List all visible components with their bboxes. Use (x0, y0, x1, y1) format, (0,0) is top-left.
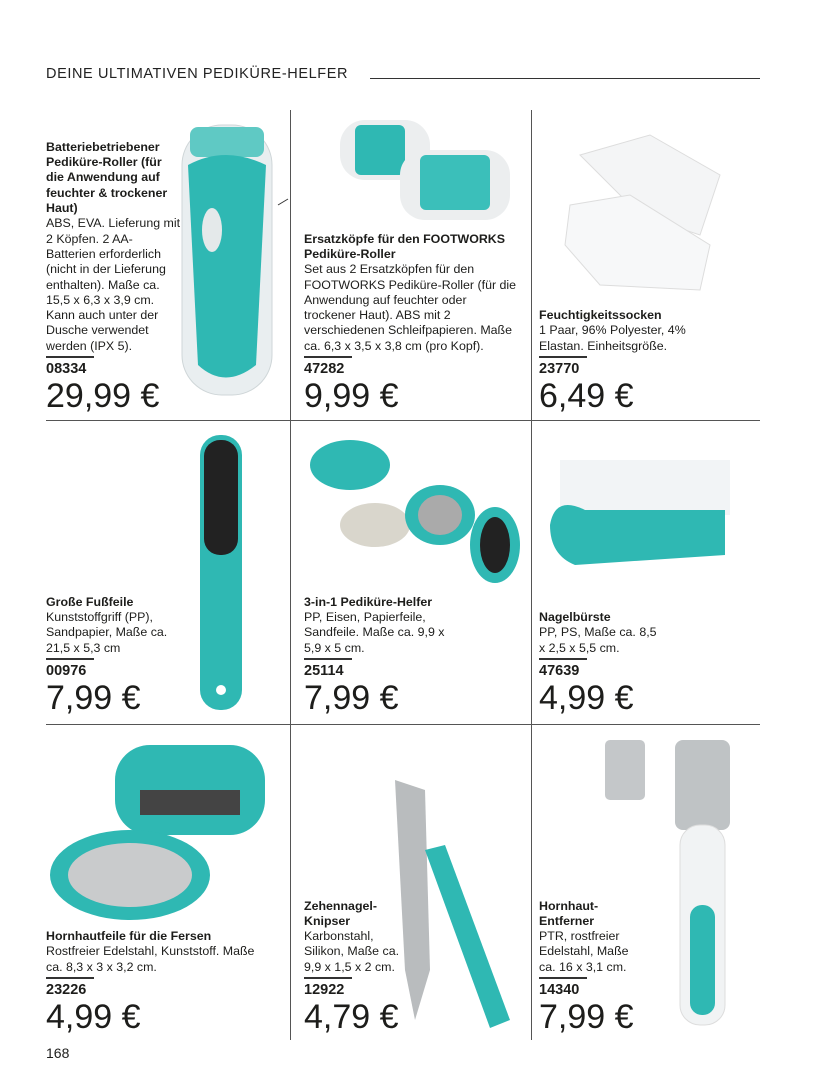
product-description: Set aus 2 Ersatzköpfen für den FOOTWORKS Pediküre-Roller (für die Anwendung auf feuchter oder trockener Haut). ABS mit 2 verschiedenen Schleifpapieren. Maße ca. 6,3 x 3,5 x 3,8 cm (pro Kopf). (304, 262, 517, 353)
product-description: ABS, EVA. Lieferung mit 2 Köpfen. 2 AA-Batterien erforderlich (nicht in der Lieferung enthalten). Maße ca. 15,5 x 6,3 x 3,9 cm. Kann auch unter der Dusche verwendet werden (IPX 5). (46, 216, 181, 353)
row-divider (46, 724, 760, 725)
code-rule (46, 356, 94, 358)
nail-brush-image (545, 455, 735, 575)
product-title: Ersatzköpfe für den FOOTWORKS Pediküre-Roller (304, 231, 506, 261)
product-code: 23226 (46, 982, 87, 998)
product-title: Große Fußfeile (46, 594, 134, 609)
code-rule (304, 977, 352, 979)
product-title: Batteriebetriebener Pediküre-Roller (für die Anwendung auf feuchter & trockener Haut) (46, 139, 168, 216)
product-title: 3-in-1 Pediküre-Helfer (304, 594, 433, 609)
product-zehennagel-knipser (304, 898, 400, 1036)
product-feuchtigkeitssocken (539, 308, 714, 414)
page-number: 168 (46, 1045, 70, 1061)
product-description: 1 Paar, 96% Polyester, 4% Elastan. Einheitsgröße. (539, 323, 686, 353)
product-code: 47639 (539, 663, 580, 679)
product-description: PP, Eisen, Papierfeile, Sandfeile. Maße ca. 9,9 x 5,9 x 5 cm. (304, 610, 445, 655)
product-title: Zehennagel-Knipser (304, 898, 377, 928)
product-fussfeile (46, 595, 181, 716)
row-divider (46, 420, 760, 421)
column-divider (290, 110, 291, 1040)
product-title: Hornhaut-Entferner (539, 898, 599, 928)
product-description: Kunststoffgriff (PP), Sandpapier, Maße ca. 21,5 x 5,3 cm (46, 610, 168, 655)
pedicure-helper-image (300, 430, 530, 590)
code-rule (539, 977, 587, 979)
product-ersatzkoepfe (304, 232, 519, 414)
code-rule (304, 356, 352, 358)
product-nagelbuerste (539, 610, 659, 716)
page-title: DEINE ULTIMATIVEN PEDIKÜRE-HELFER (46, 66, 349, 82)
code-rule (304, 658, 352, 660)
product-code: 25114 (304, 663, 344, 679)
product-hornhaut-entferner (539, 898, 634, 1036)
replacement-heads-image (330, 110, 530, 220)
code-rule (46, 977, 94, 979)
product-price: 4,99 € (539, 679, 634, 717)
product-price: 7,99 € (304, 679, 399, 717)
code-rule (46, 658, 94, 660)
heel-file-image (45, 740, 275, 930)
product-price: 7,99 € (539, 998, 634, 1036)
product-code: 14340 (539, 982, 580, 998)
product-price: 4,99 € (46, 998, 141, 1036)
product-3in1-helfer (304, 595, 464, 716)
header-rule (370, 78, 760, 79)
product-price: 29,99 € (46, 377, 160, 415)
product-price: 9,99 € (304, 377, 399, 415)
code-rule (539, 356, 587, 358)
product-price: 4,79 € (304, 998, 399, 1036)
product-title: Feuchtigkeitssocken (539, 308, 662, 323)
moisture-socks-image (560, 125, 740, 295)
product-code: 00976 (46, 663, 87, 679)
product-price: 6,49 € (539, 377, 634, 415)
toenail-clipper-image (385, 770, 525, 1035)
product-title: Nagelbürste (539, 610, 611, 625)
column-divider (531, 110, 532, 1040)
product-description: PP, PS, Maße ca. 8,5 x 2,5 x 5,5 cm. (539, 625, 657, 655)
product-title: Hornhautfeile für die Fersen (46, 929, 212, 944)
product-hornhautfeile (46, 929, 271, 1035)
product-code: 47282 (304, 361, 345, 377)
product-price: 7,99 € (46, 679, 141, 717)
code-rule (539, 658, 587, 660)
product-description: PTR, rostfreier Edelstahl, Maße ca. 16 x 3,1 cm. (539, 929, 629, 974)
product-batteriebetriebener-roller (46, 140, 181, 414)
foot-file-image (190, 430, 250, 715)
product-description: Karbonstahl, Silikon, Maße ca. 9,9 x 1,5 x 2 cm. (304, 929, 400, 974)
product-code: 12922 (304, 982, 345, 998)
product-description: Rostfreier Edelstahl, Kunststoff. Maße ca. 8,3 x 3 x 3,2 cm. (46, 944, 255, 974)
product-code: 08334 (46, 361, 87, 377)
product-code: 23770 (539, 361, 580, 377)
